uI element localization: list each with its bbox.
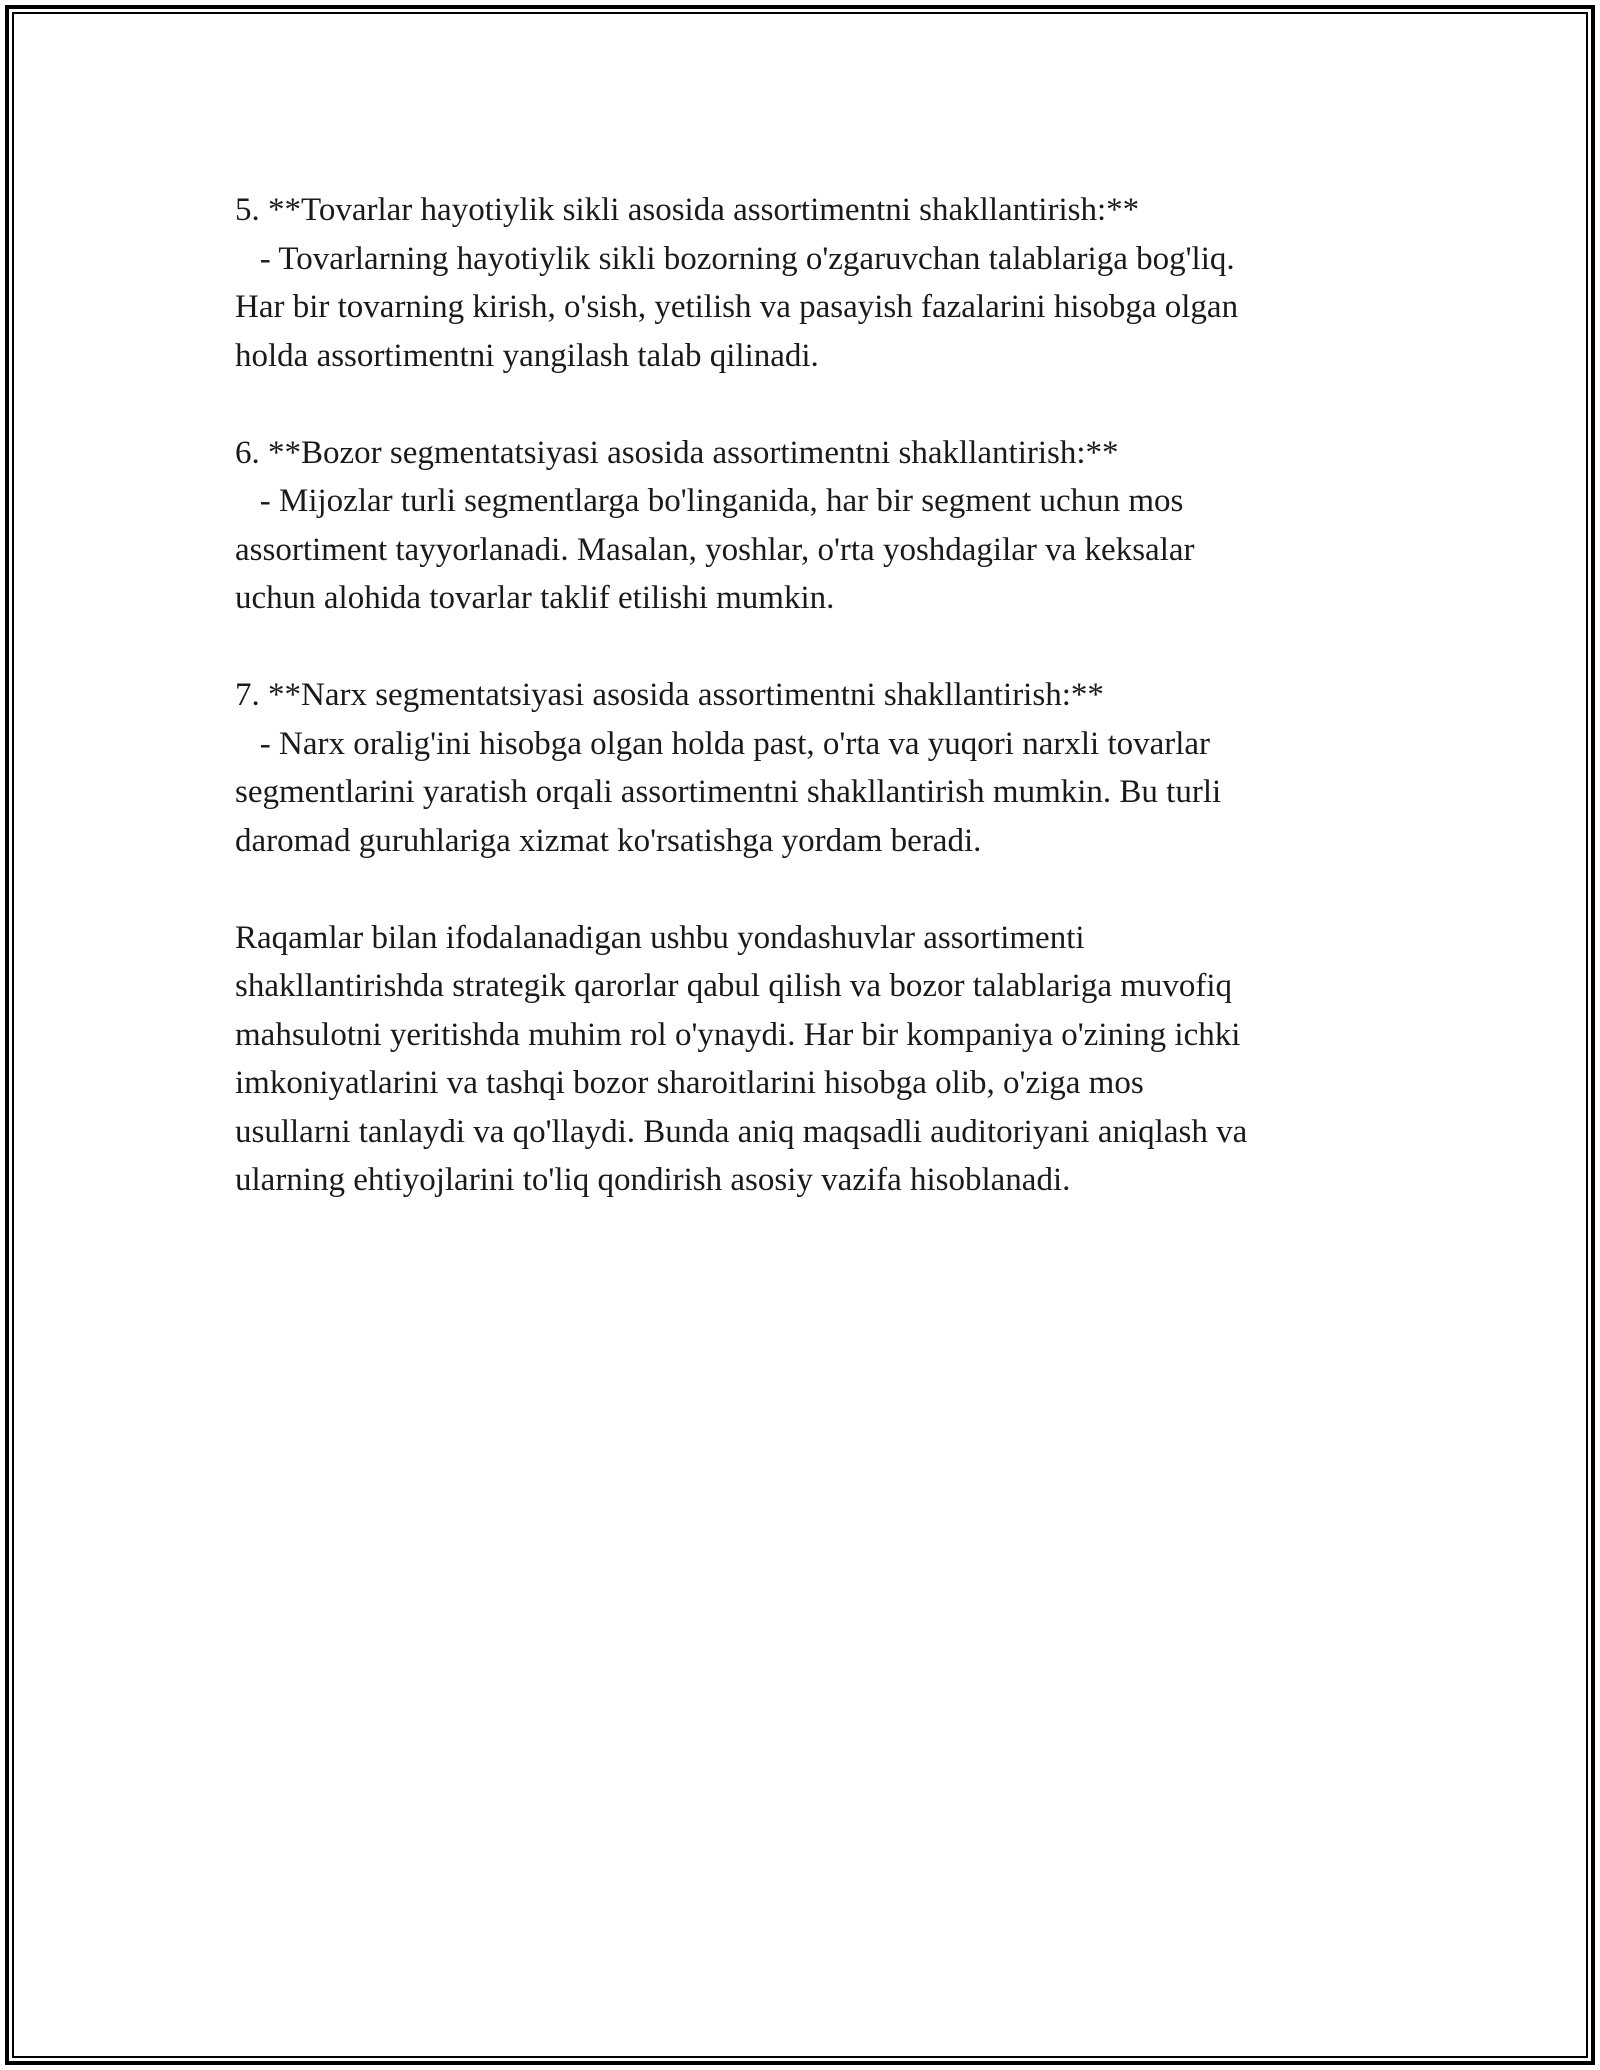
paragraph-line: segmentlarini yaratish orqali assortimentni shakllantirish mumkin. Bu turli [235, 774, 1222, 810]
paragraph-line: ularning ehtiyojlarini to'liq qondirish asosiy vazifa hisoblanadi. [235, 1162, 1071, 1198]
section-5 [235, 186, 1395, 380]
paragraph-line: mahsulotni yeritishda muhim rol o'ynaydi. Har bir kompaniya o'zining ichki [235, 1016, 1241, 1053]
paragraph-line: holda assortimentni yangilash talab qilinadi. [235, 337, 819, 374]
paragraph-line: assortiment tayyorlanadi. Masalan, yoshlar, o'rta yoshdagilar va keksalar [235, 531, 1195, 568]
paragraph-line: - Tovarlarning hayotiylik sikli bozorning o'zgaruvchan talablariga bog'liq. [235, 240, 1235, 277]
section-heading: 7. **Narx segmentatsiyasi asosida assortimentni shakllantirish:** [235, 677, 1104, 713]
paragraph-line: imkoniyatlarini va tashqi bozor sharoitlarini hisobga olib, o'ziga mos [235, 1065, 1144, 1101]
section-6 [235, 429, 1395, 623]
paragraph-line: Raqamlar bilan ifodalanadigan ushbu yondashuvlar assortimenti [235, 919, 1085, 956]
paragraph-line: - Mijozlar turli segmentlarga bo'linganida, har bir segment uchun mos [235, 483, 1184, 519]
paragraph-line: shakllantirishda strategik qarorlar qabul qilish va bozor talablariga muvofiq [235, 968, 1233, 1004]
conclusion-paragraph [235, 914, 1395, 1205]
document-body [235, 186, 1395, 1253]
paragraph-line: Har bir tovarning kirish, o'sish, yetilish va pasayish fazalarini hisobga olgan [235, 289, 1239, 325]
paragraph-line: - Narx oralig'ini hisobga olgan holda past, o'rta va yuqori narxli tovarlar [235, 725, 1211, 762]
section-heading: 5. **Tovarlar hayotiylik sikli asosida assortimentni shakllantirish:** [235, 192, 1140, 228]
section-heading: 6. **Bozor segmentatsiyasi asosida assortimentni shakllantirish:** [235, 434, 1119, 471]
section-7 [235, 671, 1395, 865]
paragraph-line: uchun alohida tovarlar taklif etilishi mumkin. [235, 580, 835, 616]
paragraph-line: usullarni tanlaydi va qo'llaydi. Bunda aniq maqsadli auditoriyani aniqlash va [235, 1113, 1248, 1150]
paragraph-line: daromad guruhlariga xizmat ko'rsatishga yordam beradi. [235, 822, 982, 859]
